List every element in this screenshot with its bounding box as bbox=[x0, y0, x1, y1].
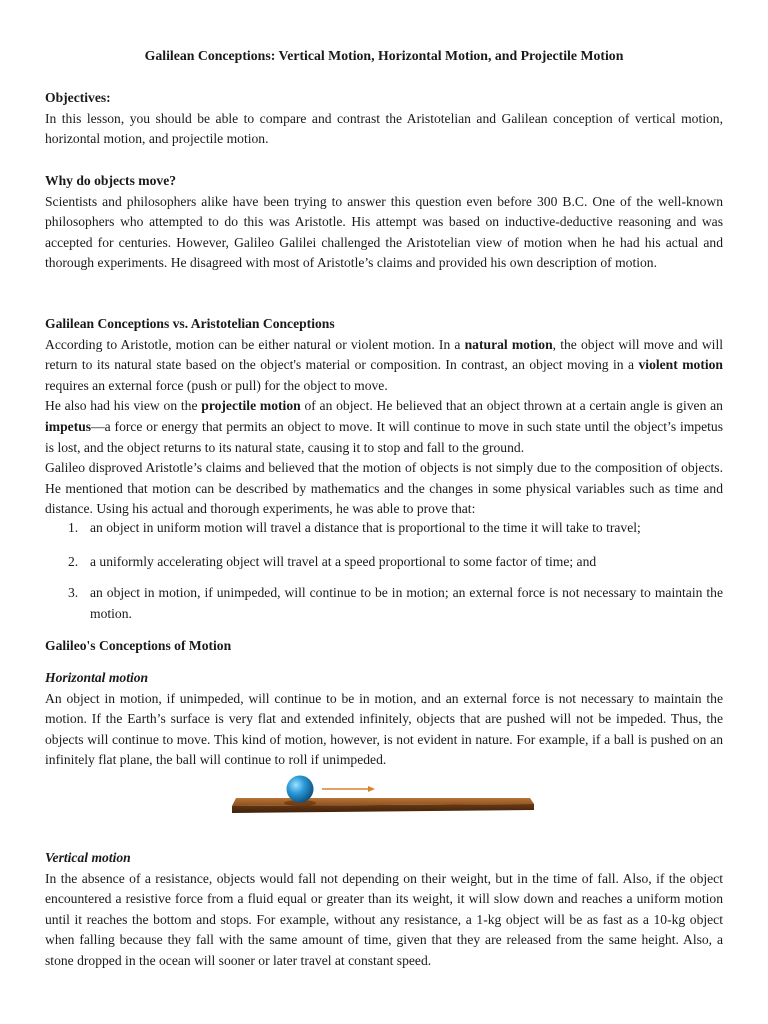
horizontal-motion-heading: Horizontal motion bbox=[45, 670, 149, 685]
p2-text-a: He also had his view on the bbox=[45, 398, 202, 414]
conceptions-paragraph-1 bbox=[45, 335, 723, 397]
vertical-motion-section bbox=[45, 848, 723, 972]
rolling-ball-illustration bbox=[230, 770, 536, 820]
why-text: Scientists and philosophers alike have been trying to answer this question even before 300 B.C. One of the well-known philosophers who attempted to do this was Aristotle. His attempt was based on inductive-deductive reasoning and was accepted for centuries. However, Galileo Galilei challenged the Aristotelian view of motion when he had his actual and thorough experiments. He disagreed with most of Aristotle’s claims and provided his own description of motion. bbox=[45, 193, 723, 271]
list-item-wrapper bbox=[45, 552, 723, 573]
galileo-section bbox=[45, 636, 723, 657]
p1-text-c: , the object will move and will return to its natural state based on the object's material or composition. In contrast, an object moving in a bbox=[45, 336, 724, 373]
why-heading: Why do objects move? bbox=[45, 173, 177, 188]
motion-arrow-head bbox=[368, 786, 375, 792]
list-item-number: 3. bbox=[68, 585, 79, 600]
galileo-proofs-list bbox=[45, 518, 723, 539]
conceptions-heading: Galilean Conceptions vs. Aristotelian Conceptions bbox=[45, 316, 335, 331]
p1-text-e: requires an external force (push or pull) for the object to move. bbox=[45, 377, 388, 393]
objectives-section bbox=[45, 88, 723, 150]
objectives-heading: Objectives: bbox=[45, 90, 111, 105]
list-item bbox=[45, 518, 723, 539]
list-item bbox=[45, 583, 723, 624]
objectives-text: In this lesson, you should be able to compare and contrast the Aristotelian and Galilean conception of vertical motion, horizontal motion, and projectile motion. bbox=[45, 110, 723, 147]
ball bbox=[287, 776, 314, 803]
list-item bbox=[45, 552, 723, 573]
galileo-heading: Galileo's Conceptions of Motion bbox=[45, 638, 232, 653]
conceptions-paragraph-3: Galileo disproved Aristotle’s claims and believed that the motion of objects is not simply due to the composition of objects. He mentioned that motion can be described by mathematics and the changes in some physical variables such as time and distance. Using his actual and thorough experiments, he was able to prove that: bbox=[45, 460, 723, 517]
conceptions-paragraph-2 bbox=[45, 396, 723, 458]
list-item-wrapper bbox=[45, 583, 723, 624]
p2-text-c: of an object. He believed that an object thrown at a certain angle is given an bbox=[300, 398, 723, 414]
horizontal-motion-text: An object in motion, if unimpeded, will continue to be in motion, and an external force is not necessary to maintain the motion. If the Earth’s surface is very flat and extended infinitely, objects that are pushed will not be impeded. Thus, the objects will continue to move. This kind of motion, however, is not evident in nature. For example, if a ball is pushed on an infinitely flat plane, the ball will continue to roll if unimpeded. bbox=[45, 690, 723, 768]
vertical-motion-text: In the absence of a resistance, objects would fall not depending on their weight, but in the time of fall. Also, if the object encountered a resistive force from a fluid equal or greater than its weight, it will slow down and reaches a uniform motion until it reaches the bottom and stops. For example, without any resistance, a 1-kg object will be as fast as a 10-kg object when falling because they fall with the same amount of time, given that they are released from the same height. Also, a stone dropped in the ocean will sooner or later travel at constant speed. bbox=[45, 870, 723, 968]
page-title: Galilean Conceptions: Vertical Motion, Horizontal Motion, and Projectile Motion bbox=[144, 48, 624, 63]
list-item-text: a uniformly accelerating object will travel at a speed proportional to some factor of time; and bbox=[90, 554, 597, 569]
violent-motion-term: violent motion bbox=[638, 357, 723, 373]
vertical-motion-heading: Vertical motion bbox=[45, 850, 131, 865]
p1-text-a: According to Aristotle, motion can be either natural or violent motion. In a bbox=[45, 336, 465, 352]
natural-motion-term: natural motion bbox=[464, 336, 553, 352]
impetus-term: impetus bbox=[45, 418, 92, 434]
conceptions-section bbox=[45, 314, 723, 520]
projectile-motion-term: projectile motion bbox=[201, 398, 301, 414]
list-item-text: an object in uniform motion will travel a distance that is proportional to the time it will take to travel; bbox=[90, 520, 641, 535]
why-section bbox=[45, 171, 723, 274]
list-item-text: an object in motion, if unimpeded, will continue to be in motion; an external force is not necessary to maintain the motion. bbox=[90, 585, 723, 621]
p2-text-e: —a force or energy that permits an object to move. It will continue to move in such state until the object’s impetus is lost, and the object returns to its natural state, causing it to stop and fall to the ground. bbox=[45, 418, 723, 455]
list-item-number: 2. bbox=[68, 554, 79, 569]
list-item-number: 1. bbox=[68, 520, 79, 535]
horizontal-motion-section bbox=[45, 668, 723, 771]
